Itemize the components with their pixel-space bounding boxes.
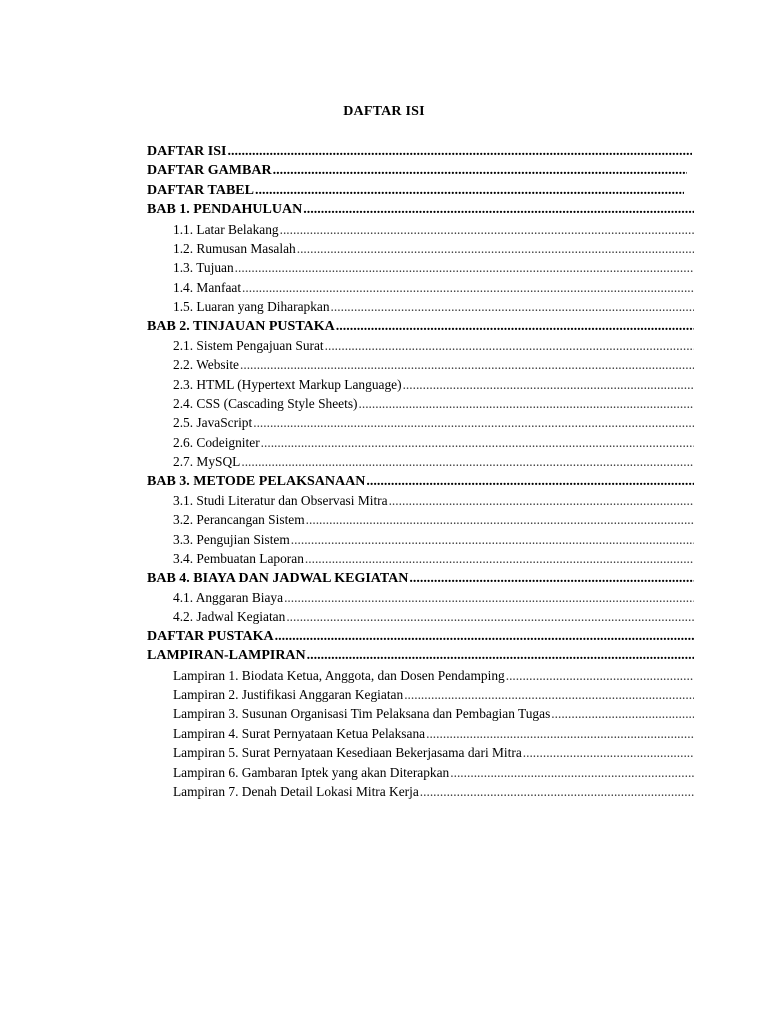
dot-leader [240,355,694,374]
toc-entry-label: Lampiran 6. Gambaran Iptek yang akan Diterapkan [173,764,450,780]
dot-leader [227,142,692,161]
dot-leader [325,336,694,355]
dot-leader [420,782,694,801]
toc-subsection-entry [147,607,694,626]
toc-entry-label: 3.1. Studi Literatur dan Observasi Mitra [173,493,388,509]
toc-entry-label: 1.2. Rumusan Masalah [173,240,296,256]
toc-entry-label: BAB 3. METODE PELAKSANAAN [147,473,366,489]
dot-leader [297,239,694,258]
toc-subsection-entry [147,782,694,801]
toc-entry-label: 3.2. Perancangan Sistem [173,512,305,528]
toc-entry-label: 1.3. Tujuan [173,260,234,276]
toc-entry-label: 2.6. Codeigniter [173,434,260,450]
dot-leader [359,394,695,413]
toc-chapter-entry [147,200,694,219]
toc-subsection-entry [147,763,694,782]
toc-entry-label: 2.1. Sistem Pengajuan Surat [173,337,324,353]
dot-leader [450,763,694,782]
toc-entry-label: 2.3. HTML (Hypertext Markup Language) [173,376,402,392]
toc-entry-label: Lampiran 1. Biodata Ketua, Anggota, dan Dosen Pendamping [173,667,505,683]
toc-subsection-entry [147,685,694,704]
toc-entry-label: 2.2. Website [173,357,239,373]
toc-entry-label: Lampiran 7. Denah Detail Lokasi Mitra Kerja [173,783,419,799]
dot-leader [331,297,694,316]
dot-leader [305,549,694,568]
toc-entry-label: DAFTAR ISI [147,144,227,159]
toc-subsection-entry [147,413,694,432]
toc-subsection-entry [147,239,694,258]
dot-leader [261,433,694,452]
dot-leader [284,588,694,607]
toc-subsection-entry [147,375,694,394]
toc-entry-label: Lampiran 3. Susunan Organisasi Tim Pelaksana dan Pembagian Tugas [173,706,551,722]
toc-subsection-entry [147,530,694,549]
toc-subsection-entry [147,278,694,297]
toc-entry-label: 4.2. Jadwal Kegiatan [173,609,286,625]
dot-leader [506,666,694,685]
dot-leader [241,452,694,471]
toc-subsection-entry [147,704,694,723]
toc-entry-label: 3.4. Pembuatan Laporan [173,551,304,567]
toc-entry-label: Lampiran 4. Surat Pernyataan Ketua Pelaksana [173,725,426,741]
toc-subsection-entry [147,549,694,568]
toc-chapter-entry [147,646,694,665]
toc-entry-label: 2.5. JavaScript [173,415,253,431]
toc-subsection-entry [147,666,694,685]
toc-entry-label: BAB 1. PENDAHULUAN [147,202,303,218]
toc-subsection-entry [147,355,694,374]
toc-entry-label: 3.3. Pengujian Sistem [173,531,290,547]
toc-chapter-entry [147,161,687,180]
toc-chapter-entry [147,472,694,491]
toc-entry-label: DAFTAR GAMBAR [147,163,272,179]
toc-subsection-entry [147,510,694,529]
dot-leader [307,646,694,665]
dot-leader [303,200,694,219]
toc-subsection-entry [147,433,694,452]
dot-leader [291,530,694,549]
toc-subsection-entry [147,743,694,762]
dot-leader [235,258,694,277]
toc-entry-label: BAB 2. TINJAUAN PUSTAKA [147,318,335,334]
toc-subsection-entry [147,394,694,413]
toc-chapter-entry [147,569,694,588]
toc-subsection-entry [147,220,694,239]
toc-subsection-entry [147,588,694,607]
toc-entry-label: 1.4. Manfaat [173,279,242,295]
dot-leader [404,685,694,704]
dot-leader [366,472,694,491]
dot-leader [280,220,694,239]
dot-leader [523,743,694,762]
toc-subsection-entry [147,452,694,471]
dot-leader [242,278,694,297]
toc-chapter-entry [147,627,694,646]
toc-entry-label: 2.4. CSS (Cascading Style Sheets) [173,396,358,412]
dot-leader [275,627,694,646]
toc-entry-label: 1.1. Latar Belakang [173,221,279,237]
toc-subsection-entry [147,336,694,355]
toc-subsection-entry [147,297,694,316]
dot-leader [409,569,694,588]
dot-leader [286,607,694,626]
toc-subsection-entry [147,258,694,277]
toc-chapter-entry [147,317,694,336]
dot-leader [389,491,694,510]
toc-entry-label: 2.7. MySQL [173,454,241,470]
toc-entry-label: DAFTAR PUSTAKA [147,628,274,644]
dot-leader [336,317,694,336]
page-title: DAFTAR ISI [343,104,425,119]
toc-entry-label: LAMPIRAN-LAMPIRAN [147,648,306,664]
dot-leader [426,724,694,743]
toc-subsection-entry [147,724,694,743]
dot-leader [403,375,694,394]
toc-entry-label: DAFTAR TABEL [147,182,254,198]
dot-leader [253,413,694,432]
toc-subsection-entry [147,491,694,510]
toc-entry-label: Lampiran 2. Justifikasi Anggaran Kegiatan [173,686,404,702]
table-of-contents [147,142,694,801]
dot-leader [255,181,684,200]
toc-entry-label: Lampiran 5. Surat Pernyataan Kesediaan Bekerjasama dari Mitra [173,745,522,761]
toc-chapter-entry [147,142,692,161]
dot-leader [551,704,694,723]
toc-entry-label: 4.1. Anggaran Biaya [173,589,284,605]
toc-entry-label: 1.5. Luaran yang Diharapkan [173,299,330,315]
dot-leader [306,510,694,529]
toc-entry-label: BAB 4. BIAYA DAN JADWAL KEGIATAN [147,570,409,586]
toc-chapter-entry [147,181,684,200]
dot-leader [273,161,687,180]
